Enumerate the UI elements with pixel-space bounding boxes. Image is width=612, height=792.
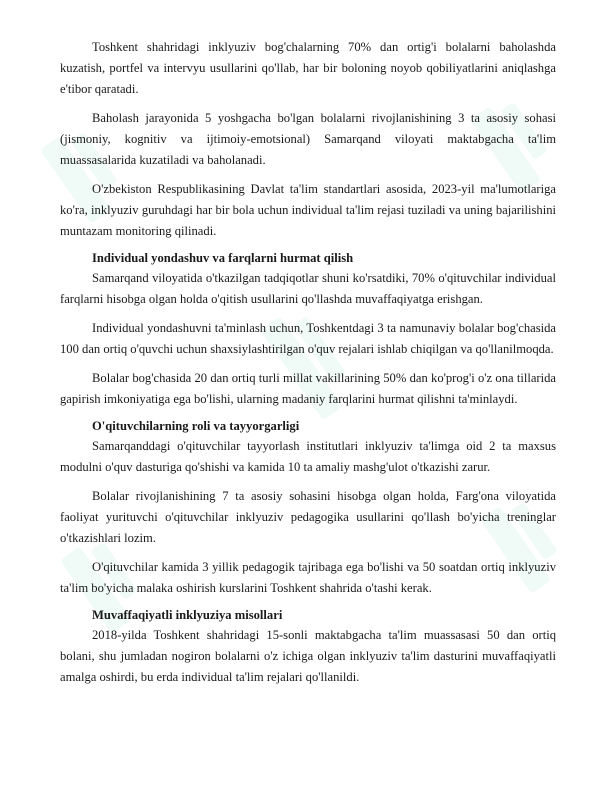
heading-oqituvchilar-roli: O'qituvchilarning roli va tayyorgarligi (92, 419, 300, 433)
document-page (60, 37, 556, 688)
paragraph-toshkent-misoli: 2018-yilda Toshkent shahridagi 15-sonli maktabgacha ta'lim muassasasi 50 dan ortiq bolani, shu jumladan nogiron bolalarni o'z ichiga olgan inklyuziv ta'lim dasturini muvaffaqiyatli amalga oshirdi, bu erda individual ta'lim rejalari qo'llanildi. (60, 628, 556, 684)
paragraph-rivojlanish-sohalari: Baholash jarayonida 5 yoshgacha bo'lgan bolalarni rivojlanishining 3 ta asosiy sohasi (jismoniy, kognitiv va ijtimoiy-emotsional) Samarqand viloyati maktabgacha ta'lim muassasalarida kuzatiladi va baholanadi. (60, 111, 556, 167)
paragraph-treninglar: Bolalar rivojlanishining 7 ta asosiy sohasini hisobga olgan holda, Farg'ona viloyatida faoliyat yurituvchi o'qituvchilar inklyuziv pedagogika usullarini qo'llash bo'yicha treninglar o'tkazishlari lozim. (60, 489, 556, 545)
paragraph-maxsus-modul: Samarqanddagi o'qituvchilar tayyorlash institutlari inklyuziv ta'limga oid 2 ta maxsus modulni o'quv dasturiga qo'shishi va kamida 10 ta amaliy mashg'ulot o'tkazishi zarur. (60, 439, 556, 474)
paragraph-talim-standartlari: O'zbekiston Respublikasining Davlat ta'lim standartlari asosida, 2023-yil ma'lumotlariga ko'ra, inklyuziv guruhdagi har bir bola uchun individual ta'lim rejasi tuziladi va uning bajarilishini muntazam monitoring qilinadi. (60, 182, 556, 238)
paragraph-madaniy-farqlar: Bolalar bog'chasida 20 dan ortiq turli millat vakillarining 50% dan ko'prog'i o'z ona tillarida gapirish imkoniyatiga ega bo'lishi, ularning madaniy farqlarini hurmat qilishni ta'minlaydi. (60, 371, 556, 406)
paragraph-samarqand-tadqiqot: Samarqand viloyatida o'tkazilgan tadqiqotlar shuni ko'rsatdiki, 70% o'qituvchilar individual farqlarni hisobga olgan holda o'qitish usullarini qo'llashda muvaffaqiyatga erishgan. (60, 271, 556, 306)
heading-individual-yondashuv: Individual yondashuv va farqlarni hurmat qilish (92, 251, 354, 265)
heading-inklyuziya-misollari: Muvaffaqiyatli inklyuziya misollari (92, 608, 283, 622)
paragraph-baholash-usullari: Toshkent shahridagi inklyuziv bog'chalarning 70% dan ortig'i bolalarni baholashda kuzatish, portfel va intervyu usullarini qo'llab, har bir boloning noyob qobiliyatlarini aniqlashga e'tibor qaratadi. (60, 40, 556, 96)
paragraph-malaka-oshirish: O'qituvchilar kamida 3 yillik pedagogik tajribaga ega bo'lishi va 50 soatdan ortiq inklyuziv ta'lim bo'yicha malaka oshirish kurslarini Toshkent shahrida o'tashi kerak. (60, 560, 556, 595)
paragraph-oquv-rejalari: Individual yondashuvni ta'minlash uchun, Toshkentdagi 3 ta namunaviy bolalar bog'chasida 100 dan ortiq o'quvchi uchun shaxsiylashtirilgan o'quv rejalari ishlab chiqilgan va qo'llanilmoqda. (60, 321, 556, 356)
